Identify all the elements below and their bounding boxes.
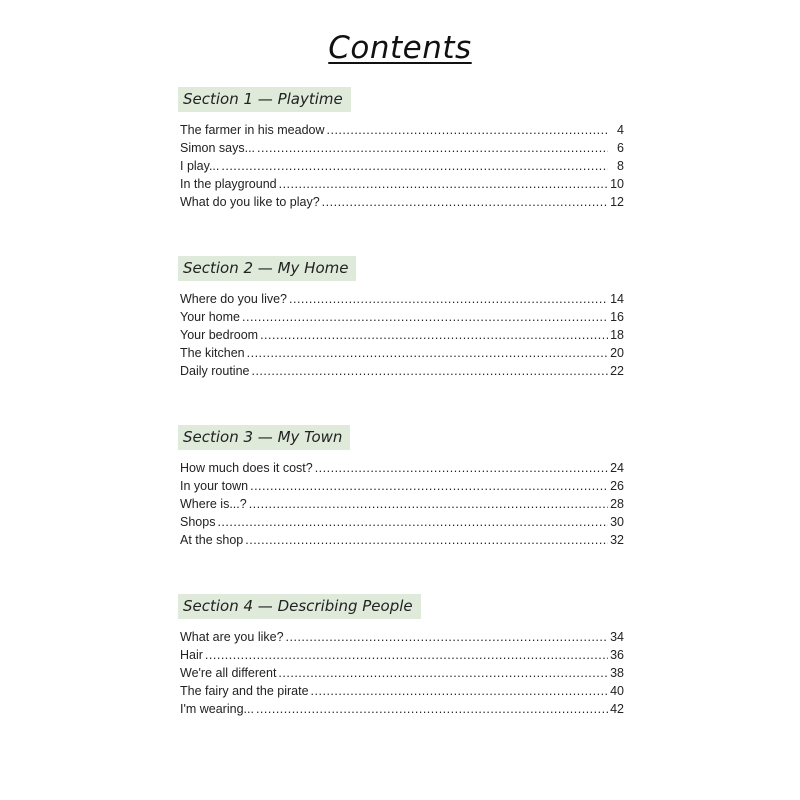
page-number: 34 — [610, 630, 624, 644]
page-title: Contents — [328, 30, 472, 66]
page-number: 14 — [610, 292, 624, 306]
toc-entry[interactable] — [178, 513, 624, 531]
section-heading: Section 3 — My Town — [178, 425, 350, 450]
toc-entry[interactable] — [178, 121, 624, 139]
dot-leader — [260, 326, 608, 344]
toc-entry[interactable] — [178, 495, 624, 513]
entry-label: Where is...? — [180, 497, 247, 511]
dot-leader — [247, 344, 608, 362]
page-number: 6 — [617, 141, 624, 155]
section-4 — [178, 594, 624, 718]
entry-label: The farmer in his meadow — [180, 123, 325, 137]
section-heading: Section 1 — Playtime — [178, 87, 351, 112]
section-2 — [178, 256, 624, 380]
entry-label: Your bedroom — [180, 328, 259, 342]
page-number: 20 — [610, 346, 624, 360]
entry-label: What do you like to play? — [180, 195, 320, 209]
dot-leader — [278, 664, 608, 682]
toc-entry[interactable] — [178, 157, 624, 175]
dot-leader — [250, 477, 608, 495]
toc-entry[interactable] — [178, 308, 624, 326]
dot-leader — [279, 175, 608, 193]
page-number: 24 — [610, 461, 624, 475]
section-heading: Section 4 — Describing People — [178, 594, 421, 619]
page-number: 12 — [610, 195, 624, 209]
dot-leader — [242, 308, 608, 326]
dot-leader — [327, 121, 608, 139]
toc-entry[interactable] — [178, 700, 624, 718]
dot-leader — [322, 193, 608, 211]
dot-leader — [256, 700, 608, 718]
dot-leader — [221, 157, 608, 175]
dot-leader — [257, 139, 608, 157]
entry-list — [178, 459, 624, 549]
dot-leader — [251, 362, 608, 380]
entry-list — [178, 121, 624, 211]
page-number: 40 — [610, 684, 624, 698]
toc-entry[interactable] — [178, 531, 624, 549]
entry-label: Daily routine — [180, 364, 250, 378]
dot-leader — [245, 531, 608, 549]
toc-entry[interactable] — [178, 477, 624, 495]
entry-label: Hair — [180, 648, 203, 662]
entry-label: Simon says... — [180, 141, 256, 155]
page-number: 22 — [610, 364, 624, 378]
entry-label: Your home — [180, 310, 240, 324]
section-3 — [178, 425, 624, 549]
entry-label: The fairy and the pirate — [180, 684, 309, 698]
toc-entry[interactable] — [178, 362, 624, 380]
entry-list — [178, 628, 624, 718]
entry-label: How much does it cost? — [180, 461, 313, 475]
toc-entry[interactable] — [178, 290, 624, 308]
toc-entry[interactable] — [178, 175, 624, 193]
page-number: 30 — [610, 515, 624, 529]
toc-entry[interactable] — [178, 628, 624, 646]
page-number: 36 — [610, 648, 624, 662]
toc-entry[interactable] — [178, 344, 624, 362]
entry-label: Shops — [180, 515, 216, 529]
dot-leader — [217, 513, 608, 531]
entry-label: What are you like? — [180, 630, 284, 644]
page-number: 16 — [610, 310, 624, 324]
toc-entry[interactable] — [178, 682, 624, 700]
toc-entry[interactable] — [178, 459, 624, 477]
entry-label: I'm wearing... — [180, 702, 254, 716]
page-number: 38 — [610, 666, 624, 680]
entry-label: I play... — [180, 159, 220, 173]
dot-leader — [311, 682, 608, 700]
dot-leader — [289, 290, 608, 308]
toc-entry[interactable] — [178, 139, 624, 157]
dot-leader — [205, 646, 608, 664]
page-number: 8 — [617, 159, 624, 173]
entry-label: We're all different — [180, 666, 277, 680]
page-number: 18 — [610, 328, 624, 342]
dot-leader — [315, 459, 608, 477]
dot-leader — [286, 628, 608, 646]
toc-entry[interactable] — [178, 326, 624, 344]
page-number: 42 — [610, 702, 624, 716]
section-heading: Section 2 — My Home — [178, 256, 356, 281]
page-number: 32 — [610, 533, 624, 547]
page-number: 10 — [610, 177, 624, 191]
toc-entry[interactable] — [178, 646, 624, 664]
page-number: 4 — [617, 123, 624, 137]
page-number: 28 — [610, 497, 624, 511]
dot-leader — [249, 495, 608, 513]
entry-label: In your town — [180, 479, 249, 493]
toc-entry[interactable] — [178, 664, 624, 682]
entry-label: Where do you live? — [180, 292, 288, 306]
entry-list — [178, 290, 624, 380]
entry-label: In the playground — [180, 177, 277, 191]
toc-entry[interactable] — [178, 193, 624, 211]
section-1 — [178, 87, 624, 211]
page-number: 26 — [610, 479, 624, 493]
entry-label: The kitchen — [180, 346, 245, 360]
entry-label: At the shop — [180, 533, 244, 547]
